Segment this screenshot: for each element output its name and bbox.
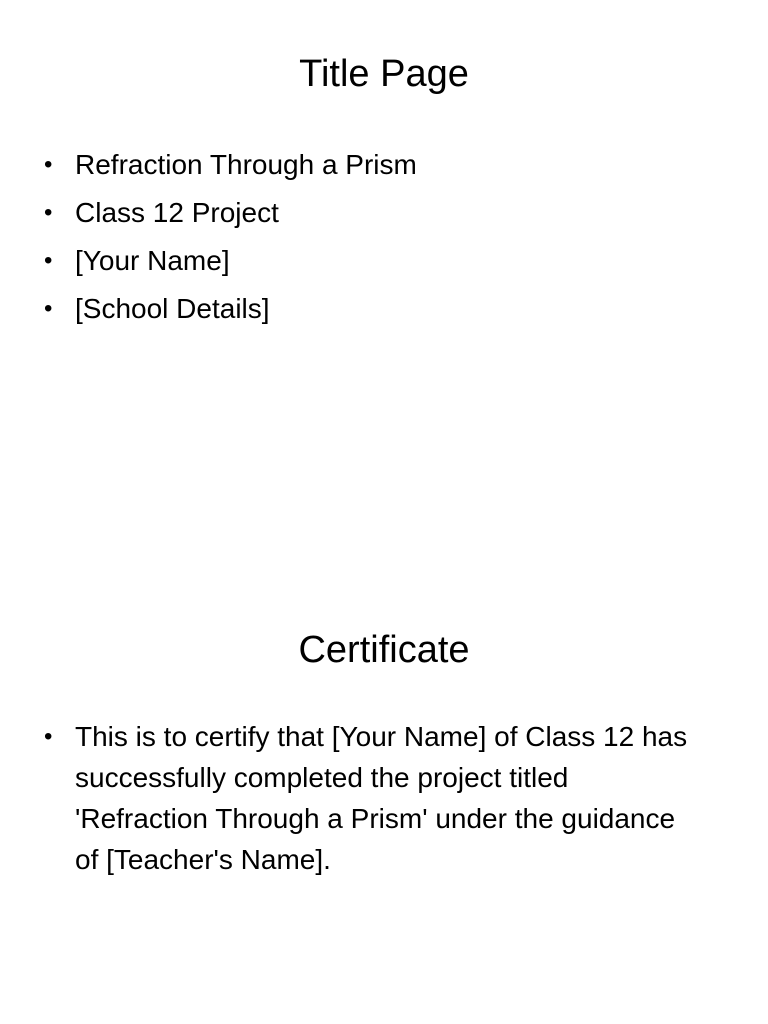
list-item-text: [School Details]	[75, 293, 270, 324]
list-item-text: Class 12 Project	[75, 197, 279, 228]
slide-title: Certificate	[298, 629, 470, 671]
list-item	[44, 716, 704, 880]
list-item-text: This is to certify that [Your Name] of Class 12 has successfully completed the project titled 'Refraction Through a Prism' under the guidance of [Teacher's Name].	[75, 721, 688, 875]
bullet-icon: •	[44, 151, 53, 178]
slide-certificate	[0, 576, 768, 1024]
bullet-icon: •	[44, 247, 53, 274]
list-item	[44, 285, 704, 333]
list-item	[44, 237, 704, 285]
list-item-text: Refraction Through a Prism	[75, 149, 417, 180]
slide-title: Title Page	[299, 53, 469, 95]
list-item	[44, 189, 704, 237]
bullet-list	[44, 716, 704, 880]
bullet-icon: •	[44, 199, 53, 226]
bullet-list	[44, 141, 704, 333]
list-item-text: [Your Name]	[75, 245, 230, 276]
bullet-icon: •	[44, 295, 53, 322]
bullet-icon: •	[44, 723, 53, 750]
list-item	[44, 141, 704, 189]
